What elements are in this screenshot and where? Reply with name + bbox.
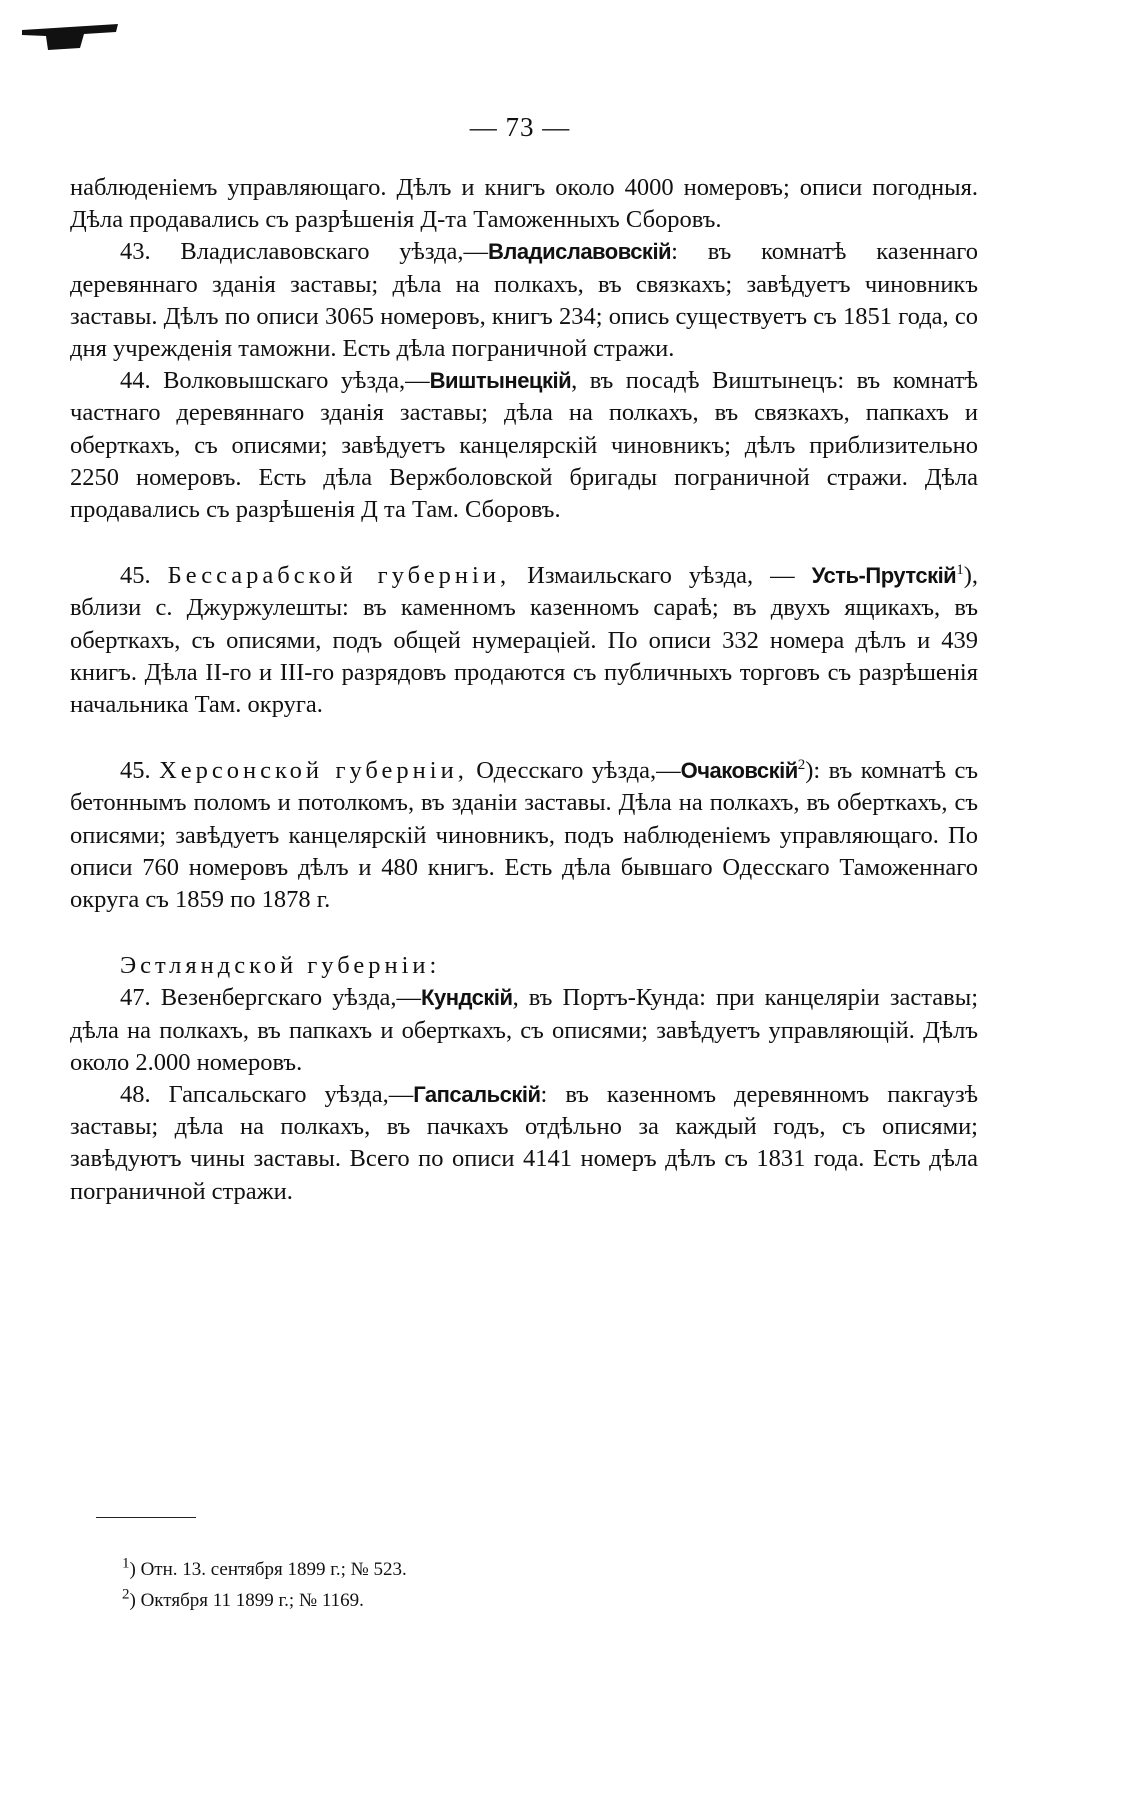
entry-lead: 43. Владиславовскаго уѣзда,— (120, 238, 489, 266)
footnote-text: ) Отн. 13. сентября 1899 г.; № 523. (129, 1559, 407, 1580)
section-gap (70, 721, 978, 755)
province-heading: Эстляндской губерніи: (120, 952, 441, 980)
page-number: — 73 — (469, 112, 571, 142)
footnote-text: ) Октября 11 1899 г.; № 1169. (129, 1590, 364, 1611)
entry-45-bessarabia (70, 560, 978, 721)
entry-number: 45. (120, 757, 151, 785)
entry-text: ), вблизи с. Джуржулешты: въ каменномъ казенномъ сараѣ; въ двухъ ящикахъ, въ оберткахъ, съ описями, подъ общей нумераціей. По описи 332 номера дѣлъ и 439 книгъ. Дѣла II-го и III-го разрядовъ продаются съ публичныхъ торговъ съ разрѣшенія начальника Там. округа. (70, 562, 979, 719)
entry-text: , въ посадѣ Виштынецъ: въ комнатѣ частнаго деревяннаго зданія заставы; дѣла на полкахъ, въ связкахъ, папкахъ и оберткахъ, съ описями; завѣдуетъ канцелярскій чиновникъ; дѣлъ приблизительно 2250 номеровъ. Есть дѣла Вержболовской бригады пограничной стражи. Дѣла продавались съ разрѣшенія Д та Там. Сборовъ. (70, 367, 978, 524)
entry-text: ): въ комнатѣ съ бетоннымъ поломъ и потолкомъ, въ зданіи заставы. Дѣла на полкахъ, въ оберткахъ, съ описями; завѣдуетъ канцелярскій чиновникъ, подъ наблюденіемъ управляющаго. По описи 760 номеровъ дѣлъ и 480 книгъ. Есть дѣла бывшаго Одесскаго Таможеннаго округа съ 1859 по 1878 г. (70, 757, 978, 914)
entry-47 (70, 982, 978, 1079)
footnote-1 (122, 1554, 407, 1585)
footnote-2 (122, 1585, 407, 1616)
customs-post-name: Усть-Прутскій (811, 563, 957, 589)
customs-post-name: Кундскій (421, 985, 513, 1011)
footnotes (122, 1554, 407, 1616)
entry-44 (70, 365, 978, 526)
entry-48 (70, 1079, 978, 1208)
entry-lead: Измаильскаго уѣзда, — (510, 562, 812, 590)
province-name: Херсонской губерніи, (159, 757, 468, 785)
entry-text: : въ казенномъ деревянномъ пакгаузѣ заставы; дѣла на полкахъ, въ пачкахъ отдѣльно за каждый годъ, съ описями; завѣдуютъ чины заставы. Всего по описи 4141 номеръ дѣлъ съ 1831 года. Есть дѣла пограничной стражи. (70, 1081, 978, 1205)
section-gap (70, 916, 978, 950)
entry-lead: 47. Везенбергскаго уѣзда,— (120, 984, 422, 1012)
entry-text: , въ Портъ-Кунда: при канцеляріи заставы; дѣла на полкахъ, въ папкахъ и оберткахъ, съ описями; завѣдуетъ управляющій. Дѣлъ около 2.000 номеровъ. (70, 984, 978, 1076)
footnote-mark: 1 (122, 1555, 130, 1572)
paragraph-text: наблюденіемъ управляющаго. Дѣлъ и книгъ около 4000 номеровъ; описи погодныя. Дѣла продавались съ разрѣшенія Д-та Таможенныхъ Сборовъ. (70, 174, 978, 234)
customs-post-name: Виштынецкій (429, 368, 572, 394)
section-heading-estland (70, 950, 978, 982)
province-name: Бессарабской губерніи, (167, 562, 511, 590)
footnote-ref: 1 (956, 562, 964, 579)
entry-43 (70, 236, 978, 365)
entry-text: : въ комнатѣ казеннаго деревяннаго зданія заставы; дѣла на полкахъ, въ связкахъ; завѣдуетъ чиновникъ заставы. Дѣлъ по описи 3065 номеровъ, книгъ 234; опись существуетъ съ 1851 года, со дня учрежденія таможни. Есть дѣла пограничной стражи. (70, 238, 978, 363)
customs-post-name: Гапсальскій (413, 1082, 541, 1108)
customs-post-name: Очаковскій (680, 758, 798, 784)
footnote-ref: 2 (797, 757, 806, 774)
corner-ink-mark (22, 22, 118, 52)
footnote-rule (96, 1517, 196, 1518)
entry-45-kherson (70, 755, 978, 916)
entry-lead: Одесскаго уѣзда,— (467, 757, 681, 785)
paragraph-continuation (70, 172, 978, 236)
entry-lead: 48. Гапсальскаго уѣзда,— (120, 1081, 414, 1109)
footnote-mark: 2 (122, 1586, 130, 1603)
entry-lead: 44. Волковышскаго уѣзда,— (120, 367, 430, 395)
entry-number: 45. (120, 562, 151, 590)
customs-post-name: Владиславовскій (488, 239, 672, 265)
page-body (70, 172, 978, 1208)
section-gap (70, 526, 978, 560)
